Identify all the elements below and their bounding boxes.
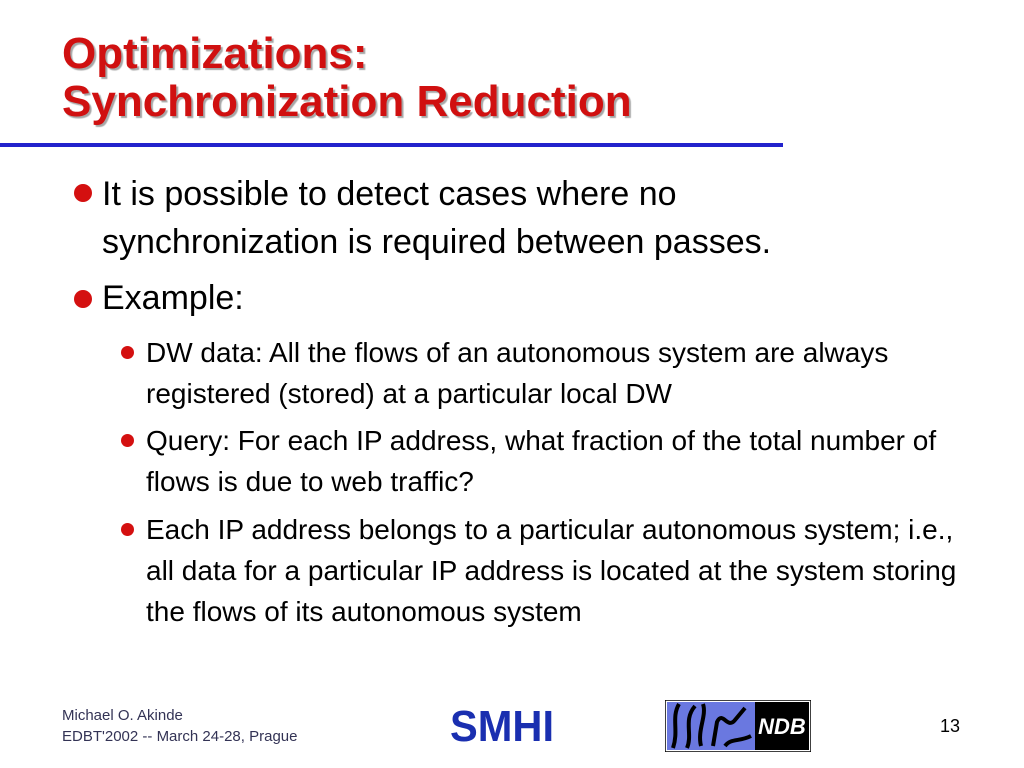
bullet-dot-icon <box>74 184 92 202</box>
sub-bullet-dot-icon <box>121 434 134 447</box>
bullet-dot-icon <box>74 290 92 308</box>
sub-bullet-dot-icon <box>121 346 134 359</box>
title-line-2: Synchronization Reduction <box>62 77 632 126</box>
svg-text:NDB: NDB <box>758 714 806 739</box>
bullet-item: Example: <box>102 279 244 317</box>
title-line-1: Optimizations: <box>62 29 368 78</box>
svg-text:SMHI: SMHI <box>450 702 554 747</box>
sub-bullet-item: Query: For each IP address, what fraction of the total number of flows is due to web traffic? <box>146 425 937 497</box>
smhi-logo-icon <box>448 701 558 747</box>
page-number: 13 <box>940 716 961 736</box>
sub-bullet-dot-icon <box>121 523 134 536</box>
footer-author: Michael O. Akinde <box>62 707 183 724</box>
sub-bullet-item: Each IP address belongs to a particular autonomous system; i.e., all data for a particular IP address is located at the system storing the flows of its autonomous system <box>146 514 957 627</box>
ndb-logo-icon <box>665 700 811 752</box>
footer-info <box>62 705 297 747</box>
bullet-item: It is possible to detect cases where no synchronization is required between passes. <box>102 175 772 261</box>
sub-bullet-item: DW data: All the flows of an autonomous system are always registered (stored) at a particular local DW <box>146 337 889 409</box>
footer-event: EDBT'2002 -- March 24-28, Prague <box>62 728 298 745</box>
